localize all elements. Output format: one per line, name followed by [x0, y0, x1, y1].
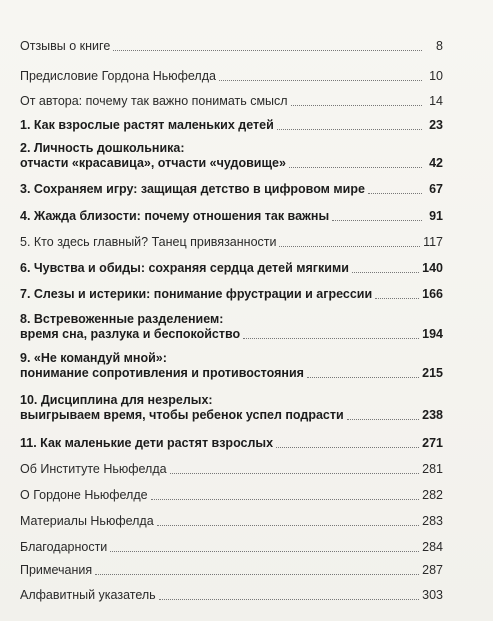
entry-page: 284: [422, 540, 443, 554]
dot-leader: [352, 272, 419, 273]
entry-title: 11. Как маленькие дети растят взрослых: [20, 436, 274, 450]
dot-leader: [243, 338, 419, 339]
toc-entry[interactable]: [20, 94, 443, 109]
entry-page: 91: [429, 209, 443, 223]
dot-leader: [151, 499, 420, 500]
entry-page: 23: [429, 118, 443, 132]
entry-title: отчасти «красавица», отчасти «чудовище»: [20, 156, 286, 170]
dot-leader: [276, 447, 419, 448]
dot-leader: [291, 105, 422, 106]
dot-leader: [307, 377, 419, 378]
entry-page: 283: [422, 514, 443, 528]
entry-page: 194: [422, 327, 443, 341]
toc-entry[interactable]: [20, 436, 443, 451]
dot-leader: [368, 193, 422, 194]
entry-title: О Гордоне Ньюфелде: [20, 488, 148, 502]
dot-leader: [375, 298, 419, 299]
entry-page: 8: [436, 39, 443, 53]
entry-page: 287: [422, 563, 443, 577]
dot-leader: [332, 220, 422, 221]
dot-leader: [113, 50, 422, 51]
entry-title: Материалы Ньюфелда: [20, 514, 154, 528]
dot-leader: [219, 80, 422, 81]
toc-entry[interactable]: [20, 182, 443, 197]
toc-entry[interactable]: [20, 462, 443, 477]
entry-page: 166: [422, 287, 443, 301]
entry-title-line1: 10. Дисциплина для незрелых:: [20, 393, 213, 407]
entry-title: понимание сопротивления и противостояния: [20, 366, 304, 380]
toc-entry[interactable]: [20, 351, 443, 381]
entry-title: 6. Чувства и обиды: сохраняя сердца детей мягкими: [20, 261, 349, 275]
toc-entry[interactable]: [20, 514, 443, 529]
entry-page: 140: [422, 261, 443, 275]
entry-title: Об Институте Ньюфелда: [20, 462, 167, 476]
entry-title: 5. Кто здесь главный? Танец привязанности: [20, 235, 277, 249]
entry-page: 303: [422, 588, 443, 602]
entry-title: Алфавитный указатель: [20, 588, 156, 602]
entry-page: 215: [422, 366, 443, 380]
entry-title: 7. Слезы и истерики: понимание фрустрации и агрессии: [20, 287, 373, 301]
entry-page: 238: [422, 408, 443, 422]
dot-leader: [277, 129, 422, 130]
toc-entry[interactable]: [20, 312, 443, 342]
entry-title-line1: 2. Личность дошкольника:: [20, 141, 185, 155]
entry-title: выигрываем время, чтобы ребенок успел подрасти: [20, 408, 344, 422]
entry-title: Примечания: [20, 563, 93, 577]
entry-page: 42: [429, 156, 443, 170]
entry-page: 281: [422, 462, 443, 476]
entry-title: 1. Как взрослые растят маленьких детей: [20, 118, 274, 132]
toc-entry[interactable]: [20, 141, 443, 171]
toc-entry[interactable]: [20, 209, 443, 224]
dot-leader: [279, 246, 420, 247]
toc-entry[interactable]: [20, 118, 443, 133]
dot-leader: [159, 599, 419, 600]
toc-entry[interactable]: [20, 39, 443, 54]
entry-page: 117: [423, 235, 443, 249]
toc-entry[interactable]: [20, 563, 443, 578]
entry-title: 3. Сохраняем игру: защищая детство в цифровом мире: [20, 182, 365, 196]
entry-title: Благодарности: [20, 540, 108, 554]
dot-leader: [347, 419, 419, 420]
entry-title: Предисловие Гордона Ньюфелда: [20, 69, 216, 83]
toc-entry[interactable]: [20, 540, 443, 555]
entry-page: 271: [422, 436, 443, 450]
entry-title: время сна, разлука и беспокойство: [20, 327, 241, 341]
dot-leader: [95, 574, 419, 575]
entry-title-line1: 8. Встревоженные разделением:: [20, 312, 224, 326]
entry-page: 282: [422, 488, 443, 502]
entry-title: 4. Жажда близости: почему отношения так важны: [20, 209, 330, 223]
toc-entry[interactable]: [20, 287, 443, 302]
toc-entry[interactable]: [20, 261, 443, 276]
entry-title: Отзывы о книге: [20, 39, 111, 53]
entry-page: 67: [429, 182, 443, 196]
dot-leader: [170, 473, 420, 474]
dot-leader: [110, 551, 419, 552]
toc-entry[interactable]: [20, 393, 443, 423]
entry-page: 10: [429, 69, 443, 83]
toc-entry[interactable]: [20, 69, 443, 84]
toc-entry[interactable]: [20, 588, 443, 603]
toc-entry[interactable]: [20, 235, 443, 250]
entry-title: От автора: почему так важно понимать смысл: [20, 94, 288, 108]
dot-leader: [289, 167, 422, 168]
toc-entry[interactable]: [20, 488, 443, 503]
entry-title-line1: 9. «Не командуй мной»:: [20, 351, 167, 365]
dot-leader: [157, 525, 419, 526]
entry-page: 14: [429, 94, 443, 108]
